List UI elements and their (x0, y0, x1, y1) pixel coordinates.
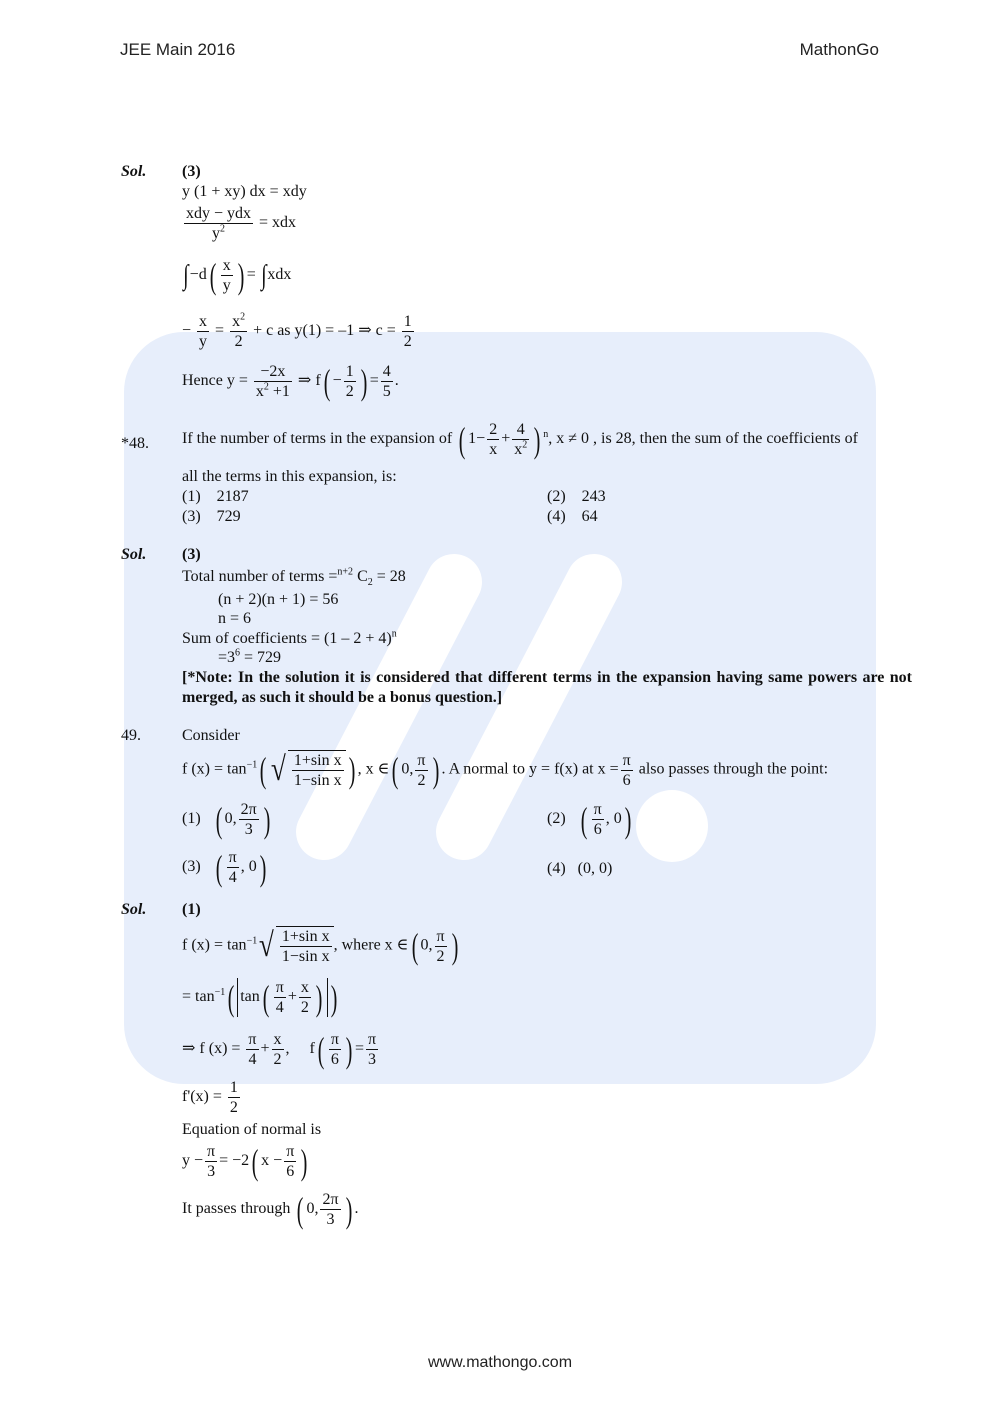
q48-text-line2: all the terms in this expansion, is: (182, 468, 397, 485)
header-title: JEE Main 2016 (120, 40, 236, 59)
q49-option-3: (3) ( $\frac{\pi}{4}$ , 0) (182, 847, 267, 888)
sol49-line5: Equation of normal is (182, 1121, 322, 1138)
solution-label: Sol. (121, 163, 147, 180)
sol47-eq1: y (1 + xy) dx = xdy (182, 183, 307, 200)
sol49-line3: ⇒ f (x) = $\frac{\pi}{4}$ + $\frac{x}{2}$ , f( $\frac{\pi}{6}$ ) = $\frac{\pi}{3}$ (182, 1029, 377, 1070)
sol48-line4: Sum of coefficients = $(1 - 2 + 4)^n$ (182, 628, 397, 647)
solution-label: Sol. (121, 546, 147, 563)
q48-option-3: (3) 729 (182, 508, 241, 525)
sol47-eq4: − $\frac{x}{y}$ = $\frac{x^2}{2}$ + c as y(1) = –1 ⇒ c = $\frac{1}{2}$ (182, 311, 412, 350)
sol47-eq5: Hence y = $\frac{-2x}{x^2 +1}$ ⇒ f( − $\frac{1}{2}$ ) = $\frac{4}{5}$ . (182, 361, 399, 402)
q48-option-4: (4) 64 (547, 508, 598, 525)
sol47-eq3: ∫−d( $\frac{x}{y}$ ) = ∫xdx (183, 255, 292, 296)
q48-number: *48. (121, 435, 149, 452)
q48-option-1: (1) 2187 (182, 488, 249, 505)
q49-number: 49. (121, 727, 141, 744)
sol48-line2: (n + 2)(n + 1) = 56 (218, 591, 339, 608)
sol48-line3: n = 6 (218, 610, 252, 627)
sol49-line7: It passes through ( 0, $\frac{2\pi}{3}$ ) . (182, 1189, 359, 1230)
sol48-answer: (3) (182, 546, 201, 563)
sol49-line1: f $(x) = \tan^{-1}√$ $\frac{\text{1+sin x}}{\text{1−sin x}}$ , where x ∈( 0, $\frac{\pi}{2}$ ) (182, 926, 458, 966)
sol49-line6: y − $\frac{\pi}{3}$ = −2( x − $\frac{\pi}{6}$ ) (182, 1141, 308, 1182)
sol48-note: [*Note: In the solution it is considered that different terms in the expansion having same powers are not merged, as such it should be a bonus question.] (182, 669, 912, 706)
header-brand: MathonGo (799, 40, 879, 59)
q48-option-2: (2) 243 (547, 488, 606, 505)
q49-option-4: (4) (0, 0) (547, 860, 613, 877)
sol49-line4: f'(x) = $\frac{1}{2}$ (182, 1079, 238, 1116)
sol47-answer: (3) (182, 163, 201, 180)
q49-option-1: (1) ( 0, $\frac{2\pi}{3}$ ) (182, 799, 271, 840)
solution-label: Sol. (121, 901, 147, 918)
q49-consider: Consider (182, 727, 240, 744)
sol49-answer: (1) (182, 901, 201, 918)
footer-url[interactable]: www.mathongo.com (427, 1354, 573, 1371)
sol47-eq2: $\frac{\text{xdy − ydx}}{y^2}$ = xdx (186, 205, 297, 242)
q49-function: f $(x) = \tan^{-1}$( √ $\frac{\text{1+sin x}}{\text{1−sin x}}$ ) , x ∈( 0, $\frac{\pi}{2}$ ) . A normal to y = f(x) at x = $\frac{\pi}{6}$ also passes through the point: (182, 750, 829, 790)
q48-text-line1: If the number of terms in the expansion of ( 1− $\frac{2}{x}$ + $\frac{4}{x^2}$ ) $^n$, x ≠ 0 , is 28, then the sum of the coefficients of (182, 419, 858, 460)
sol48-line5: $=3^6 = 729$ (218, 647, 282, 666)
sol49-line2: = $\tan^{-1}$( tan( $\frac{\pi}{4}$ + $\frac{x}{2}$ ) ) (182, 977, 338, 1018)
sol48-line1: Total number of terms =$^{n+2}$ $C_2 = 28$ (182, 566, 406, 589)
q49-option-2: (2) ( $\frac{\pi}{6}$ , 0) (547, 799, 632, 840)
